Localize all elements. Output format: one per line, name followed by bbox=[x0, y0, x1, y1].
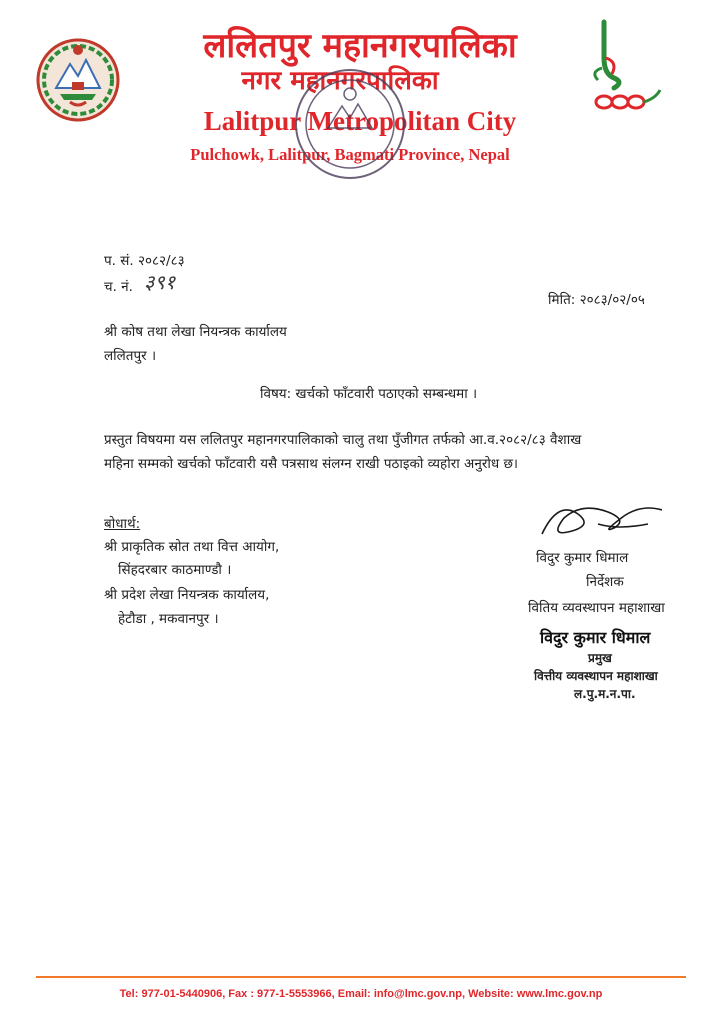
letterhead-address: Pulchowk, Lalitpur, Bagmati Province, Nepal bbox=[190, 145, 510, 164]
chalani-label: च. नं. bbox=[104, 279, 133, 295]
subject-line: विषय: खर्चको फाँटवारी पठाएको सम्बन्धमा । bbox=[260, 386, 478, 402]
recipient-line-2: ललितपुर । bbox=[104, 348, 157, 364]
chalani-number: ३९१ bbox=[144, 270, 176, 294]
patra-sankhya: प. सं. २०८२/८३ bbox=[104, 253, 185, 269]
letterhead-title-nepali: ललितपुर महानगरपालिका bbox=[203, 26, 517, 66]
seal-department: वित्तीय व्यवस्थापन महाशाखा bbox=[534, 669, 658, 683]
footer-contact: Tel: 977-01-5440906, Fax : 977-1-5553966, Email: info@lmc.gov.np, Website: www.lmc.gov.np bbox=[119, 988, 603, 1000]
signatory-name: विदुर कुमार धिमाल bbox=[536, 550, 629, 566]
seal-role: प्रमुख bbox=[588, 651, 612, 665]
nepal-emblem-icon bbox=[36, 38, 120, 122]
body-line-1: प्रस्तुत विषयमा यस ललितपुर महानगरपालिकाको चालु तथा पुँजीगत तर्फको आ.व.२०८२/८३ वैशाख bbox=[104, 432, 582, 448]
seal-name: विदुर कुमार धिमाल bbox=[540, 628, 651, 647]
letterhead-title-english: Lalitpur Metropolitan City bbox=[203, 106, 517, 136]
letterhead-title-nepali-secondary: नगर महानगरपालिका bbox=[241, 66, 439, 96]
signature-icon bbox=[538, 494, 668, 544]
cc-item-3: श्री प्रदेश लेखा नियन्त्रक कार्यालय, bbox=[104, 587, 270, 603]
signatory-designation: निर्देशक bbox=[586, 574, 624, 590]
lalitpur-logo-icon bbox=[584, 18, 664, 114]
office-stamp-icon bbox=[290, 64, 410, 184]
recipient-line-1: श्री कोष तथा लेखा नियन्त्रक कार्यालय bbox=[104, 324, 287, 340]
footer-divider bbox=[36, 976, 686, 978]
body-line-2: महिना सम्मको खर्चको फाँटवारी यसै पत्रसाथ संलग्न राखी पठाइको व्यहोरा अनुरोध छ। bbox=[104, 456, 519, 472]
letter-date: मिति: २०८३/०२/०५ bbox=[548, 292, 645, 308]
cc-item-1: श्री प्राकृतिक स्रोत तथा वित्त आयोग, bbox=[104, 539, 280, 555]
seal-office: ल.पु.म.न.पा. bbox=[574, 687, 636, 701]
cc-item-4: हेटौडा , मकवानपुर । bbox=[118, 611, 219, 627]
cc-label: बोधार्थ: bbox=[104, 516, 141, 532]
signatory-department: वितिय व्यवस्थापन महाशाखा bbox=[528, 600, 665, 616]
cc-item-2: सिंहदरबार काठमाण्डौ । bbox=[118, 562, 232, 578]
